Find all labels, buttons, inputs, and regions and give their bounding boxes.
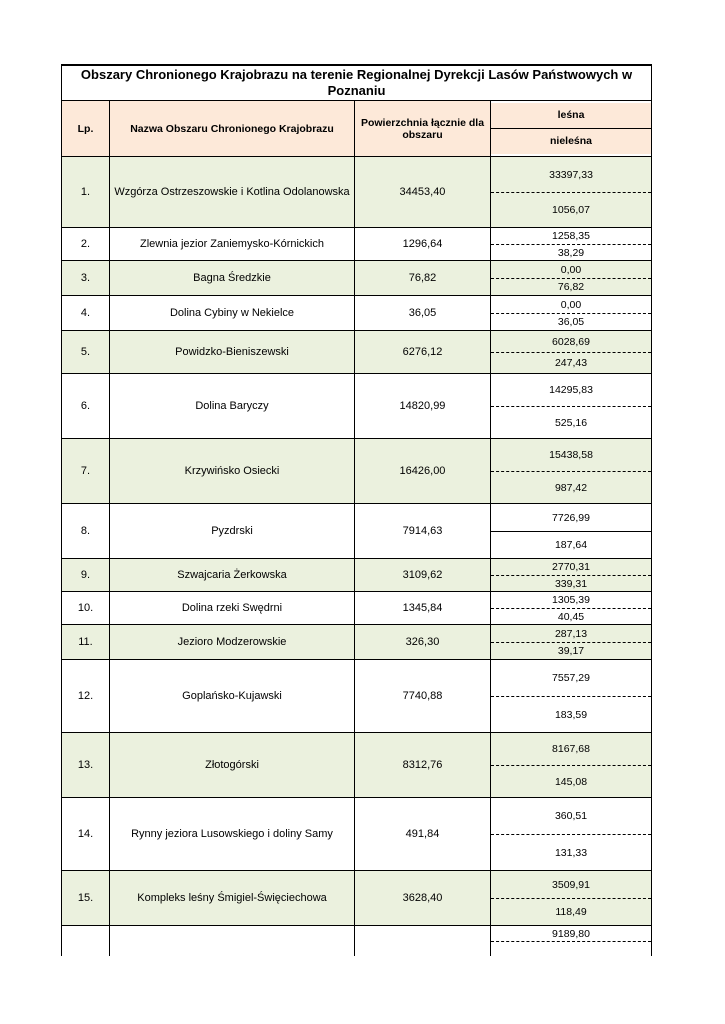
table-row bbox=[62, 504, 652, 559]
table-row bbox=[62, 798, 652, 871]
row-area-split bbox=[491, 374, 652, 439]
row-forest-area: 33397,33 bbox=[491, 157, 651, 193]
row-forest-area: 3509,91 bbox=[491, 871, 651, 899]
row-lp bbox=[62, 926, 110, 957]
protected-areas-table bbox=[61, 64, 652, 956]
row-forest-area: 14295,83 bbox=[491, 374, 651, 407]
row-lp: 2. bbox=[62, 228, 110, 261]
row-lp: 5. bbox=[62, 331, 110, 374]
row-name: Rynny jeziora Lusowskiego i doliny Samy bbox=[110, 798, 355, 871]
table-row bbox=[62, 871, 652, 926]
row-area-split bbox=[491, 733, 652, 798]
row-total-area: 491,84 bbox=[355, 798, 491, 871]
row-total-area bbox=[355, 926, 491, 957]
table-row bbox=[62, 926, 652, 957]
row-nonforest-area: 39,17 bbox=[557, 645, 585, 657]
row-name: Bagna Średzkie bbox=[110, 261, 355, 296]
table-title: Obszary Chronionego Krajobrazu na terenie Regionalnej Dyrekcji Lasów Państwowych w Poznaniu bbox=[62, 65, 652, 101]
row-area-split bbox=[491, 559, 652, 592]
table-row bbox=[62, 331, 652, 374]
row-lp: 15. bbox=[62, 871, 110, 926]
row-name: Szwajcaria Żerkowska bbox=[110, 559, 355, 592]
row-lp: 14. bbox=[62, 798, 110, 871]
row-total-area: 16426,00 bbox=[355, 439, 491, 504]
header-lp: Lp. bbox=[62, 101, 110, 157]
row-lp: 8. bbox=[62, 504, 110, 559]
row-nonforest-area: 187,64 bbox=[554, 539, 588, 551]
row-forest-area: 2770,31 bbox=[491, 559, 651, 576]
row-lp: 9. bbox=[62, 559, 110, 592]
row-forest-area: 360,51 bbox=[491, 798, 651, 835]
row-total-area: 7740,88 bbox=[355, 660, 491, 733]
row-forest-area: 0,00 bbox=[491, 261, 651, 279]
row-nonforest-area: 1056,07 bbox=[552, 204, 590, 216]
row-area-split bbox=[491, 660, 652, 733]
row-name: Dolina Cybiny w Nekielce bbox=[110, 296, 355, 331]
row-area-split bbox=[491, 871, 652, 926]
row-nonforest-area: 36,05 bbox=[557, 316, 585, 328]
row-area-split bbox=[491, 798, 652, 871]
row-nonforest-area: 38,29 bbox=[557, 246, 585, 259]
row-nonforest-area: 145,08 bbox=[554, 775, 588, 788]
row-area-split bbox=[491, 228, 652, 261]
header-name: Nazwa Obszaru Chronionego Krajobrazu bbox=[110, 101, 355, 157]
row-forest-area: 6028,69 bbox=[491, 331, 651, 353]
row-nonforest-area: 118,49 bbox=[555, 906, 587, 918]
row-total-area: 8312,76 bbox=[355, 733, 491, 798]
row-lp: 6. bbox=[62, 374, 110, 439]
row-area-split bbox=[491, 296, 652, 331]
header-forest: leśna bbox=[491, 103, 651, 129]
row-lp: 10. bbox=[62, 592, 110, 625]
row-name: Jezioro Modzerowskie bbox=[110, 625, 355, 660]
table-row bbox=[62, 559, 652, 592]
header-total-area: Powierzchnia łącznie dla obszaru bbox=[355, 101, 491, 157]
header-area-split bbox=[491, 101, 652, 157]
row-nonforest-area: 339,31 bbox=[554, 577, 588, 590]
row-forest-area: 287,13 bbox=[491, 625, 651, 643]
row-total-area: 34453,40 bbox=[355, 157, 491, 228]
table-row bbox=[62, 439, 652, 504]
row-total-area: 1345,84 bbox=[355, 592, 491, 625]
row-area-split bbox=[491, 625, 652, 660]
table-row bbox=[62, 660, 652, 733]
row-name: Zlewnia jezior Zaniemysko-Kórnickich bbox=[110, 228, 355, 261]
row-area-split bbox=[491, 157, 652, 228]
row-name: Dolina Baryczy bbox=[110, 374, 355, 439]
row-forest-area: 8167,68 bbox=[491, 733, 651, 766]
row-total-area: 7914,63 bbox=[355, 504, 491, 559]
row-forest-area: 7726,99 bbox=[491, 504, 651, 532]
row-lp: 12. bbox=[62, 660, 110, 733]
row-forest-area: 7557,29 bbox=[491, 660, 651, 697]
row-forest-area: 0,00 bbox=[491, 296, 651, 314]
table-row bbox=[62, 592, 652, 625]
row-lp: 13. bbox=[62, 733, 110, 798]
row-name: Dolina rzeki Swędrni bbox=[110, 592, 355, 625]
row-nonforest-area: 131,33 bbox=[554, 846, 588, 859]
row-total-area: 3109,62 bbox=[355, 559, 491, 592]
row-area-split bbox=[491, 504, 652, 559]
row-forest-area: 1258,35 bbox=[491, 228, 651, 245]
row-total-area: 14820,99 bbox=[355, 374, 491, 439]
row-lp: 4. bbox=[62, 296, 110, 331]
row-area-split bbox=[491, 926, 652, 957]
row-nonforest-area: 525,16 bbox=[554, 416, 588, 429]
row-forest-area: 1305,39 bbox=[491, 592, 651, 609]
row-total-area: 3628,40 bbox=[355, 871, 491, 926]
row-total-area: 76,82 bbox=[355, 261, 491, 296]
row-lp: 7. bbox=[62, 439, 110, 504]
row-name: Wzgórza Ostrzeszowskie i Kotlina Odolanowska bbox=[110, 157, 355, 228]
row-nonforest-area: 76,82 bbox=[557, 281, 585, 293]
row-name: Złotogórski bbox=[110, 733, 355, 798]
row-nonforest-area: 987,42 bbox=[554, 481, 588, 494]
row-total-area: 1296,64 bbox=[355, 228, 491, 261]
table-row bbox=[62, 374, 652, 439]
row-area-split bbox=[491, 331, 652, 374]
row-name: Kompleks leśny Śmigiel-Święciechowa bbox=[110, 871, 355, 926]
row-name: Pyzdrski bbox=[110, 504, 355, 559]
row-lp: 3. bbox=[62, 261, 110, 296]
row-total-area: 36,05 bbox=[355, 296, 491, 331]
table-row bbox=[62, 733, 652, 798]
row-forest-area: 15438,58 bbox=[491, 439, 651, 472]
row-name: Powidzko-Bieniszewski bbox=[110, 331, 355, 374]
table-row bbox=[62, 157, 652, 228]
table-row bbox=[62, 228, 652, 261]
row-lp: 1. bbox=[62, 157, 110, 228]
row-nonforest-area: 40,45 bbox=[557, 610, 585, 623]
table-row bbox=[62, 296, 652, 331]
header-nonforest: nieleśna bbox=[491, 129, 651, 154]
row-name: Krzywińsko Osiecki bbox=[110, 439, 355, 504]
table-row bbox=[62, 261, 652, 296]
row-name: Goplańsko-Kujawski bbox=[110, 660, 355, 733]
row-area-split bbox=[491, 592, 652, 625]
row-nonforest-area bbox=[491, 942, 651, 956]
row-nonforest-area: 183,59 bbox=[554, 708, 588, 721]
row-lp: 11. bbox=[62, 625, 110, 660]
row-total-area: 326,30 bbox=[355, 625, 491, 660]
row-forest-area: 9189,80 bbox=[491, 926, 651, 942]
table-row bbox=[62, 625, 652, 660]
row-name bbox=[110, 926, 355, 957]
row-area-split bbox=[491, 439, 652, 504]
row-area-split bbox=[491, 261, 652, 296]
row-nonforest-area: 247,43 bbox=[554, 357, 588, 369]
row-total-area: 6276,12 bbox=[355, 331, 491, 374]
